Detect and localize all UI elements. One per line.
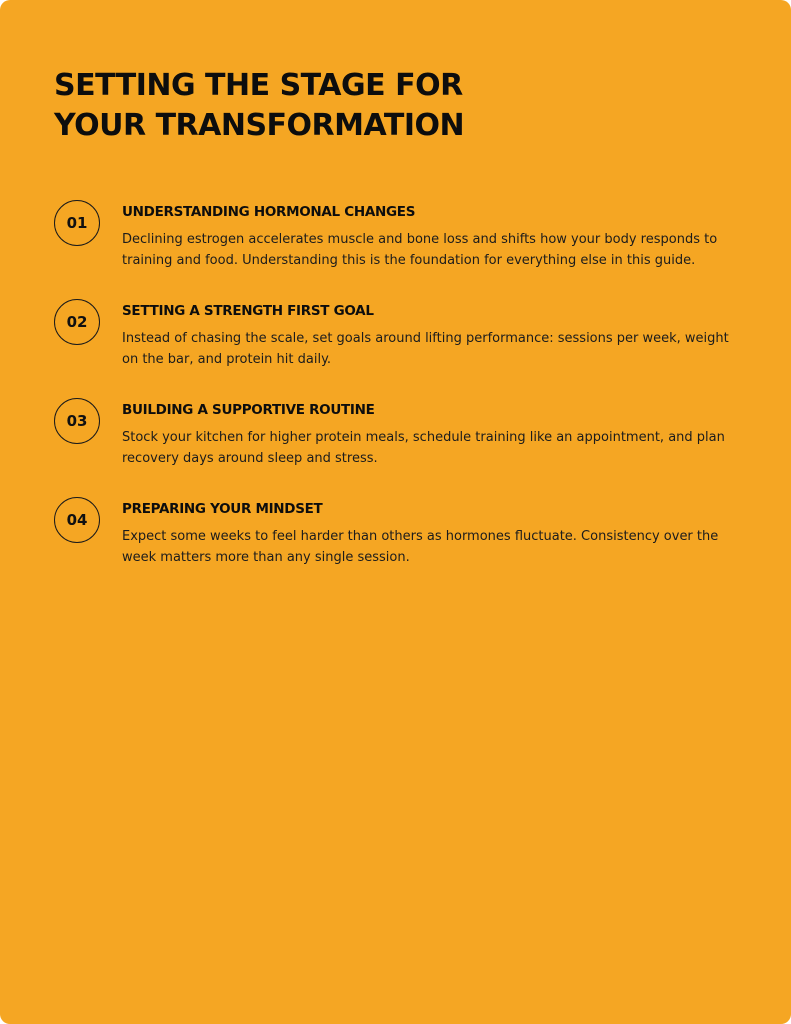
step-heading: PREPARING YOUR MINDSET	[122, 501, 323, 517]
step-description: Stock your kitchen for higher protein meals, schedule training like an appointment, and plan recovery days around sleep and stress.	[122, 430, 725, 466]
page-title-line-1: SETTING THE STAGE FOR	[54, 68, 463, 103]
step-body	[122, 500, 744, 568]
step-body	[122, 401, 744, 469]
step-number-badge: 03	[54, 398, 100, 444]
step-heading: BUILDING A SUPPORTIVE ROUTINE	[122, 402, 375, 418]
step-item-02	[54, 299, 744, 398]
page-title	[54, 66, 734, 146]
step-heading: SETTING A STRENGTH FIRST GOAL	[122, 303, 374, 319]
page-title-line-2: YOUR TRANSFORMATION	[54, 108, 465, 143]
step-item-01	[54, 200, 744, 299]
step-body	[122, 203, 744, 271]
step-heading: UNDERSTANDING HORMONAL CHANGES	[122, 204, 416, 220]
step-description: Expect some weeks to feel harder than others as hormones fluctuate. Consistency over the week matters more than any single session.	[122, 529, 719, 565]
step-number-badge: 02	[54, 299, 100, 345]
step-item-04	[54, 497, 744, 596]
steps-list	[54, 200, 744, 596]
step-number-badge: 01	[54, 200, 100, 246]
step-number-badge: 04	[54, 497, 100, 543]
step-body	[122, 302, 744, 370]
step-description: Declining estrogen accelerates muscle and bone loss and shifts how your body responds to training and food. Understanding this is the foundation for everything else in this guide.	[122, 232, 718, 268]
step-description: Instead of chasing the scale, set goals around lifting performance: sessions per week, weight on the bar, and protein hit daily.	[122, 331, 729, 367]
step-item-03	[54, 398, 744, 497]
